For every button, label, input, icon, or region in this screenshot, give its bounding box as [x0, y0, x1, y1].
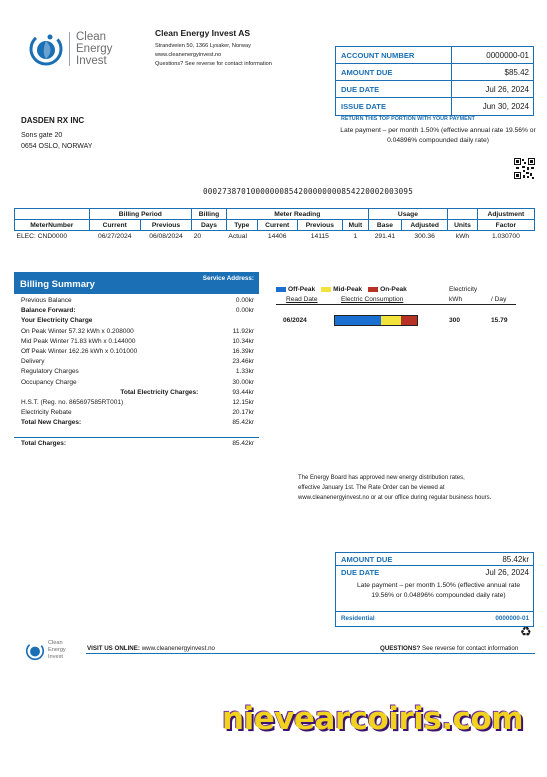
late-payment-note: Late payment – per month 1.50% (effective annual rate 19.56% or 0.04896% compounded daily rate) — [340, 127, 536, 144]
payment-scanline: 00027387010000000854200000000854220002003095 — [203, 187, 413, 196]
mid-peak-segment — [381, 316, 401, 325]
consumption-bar — [334, 315, 418, 326]
company-address: Strandveien 50, 1366 Lysaker, Norway — [155, 43, 251, 49]
footer-rule — [86, 653, 535, 654]
stub-late-payment-note: Late payment – per month 1.50% (effective annual rate 19.56% or 0.04896% compounded daily rate) — [336, 579, 533, 612]
list-item — [14, 317, 259, 327]
company-website[interactable]: www.cleanenergyinvest.no — [155, 52, 222, 58]
read-date-header: Read Date — [286, 296, 318, 303]
questions-text: See reverse for contact information — [421, 645, 519, 652]
item-value: 20.17kr — [232, 409, 254, 417]
item-label: Off Peak Winter 162.26 kWh x 0.101000 — [21, 347, 138, 355]
item-value: 0.00kr — [235, 307, 254, 315]
customer-name: DASDEN RX INC — [21, 116, 85, 125]
usage-kwh: 300 — [449, 317, 461, 324]
meter-group-header-row — [15, 209, 535, 220]
stub-service-type: Residential — [341, 615, 375, 622]
item-value: 12.15kr — [232, 398, 254, 406]
item-value: 23.46kr — [232, 358, 254, 366]
amount-due-label: AMOUNT DUE — [336, 64, 452, 80]
on-peak-swatch — [368, 287, 378, 292]
legend-label: Mid-Peak — [333, 286, 363, 293]
total-charges-label: Total Charges: — [21, 440, 67, 447]
billing-period-header: Billing Period — [89, 209, 192, 220]
watermark: nievearcoiris.com — [222, 701, 524, 737]
item-label: Delivery — [21, 358, 45, 366]
list-item — [14, 419, 259, 429]
stub-account-number: 0000000-01 — [495, 615, 529, 622]
item-label: Balance Forward: — [21, 307, 76, 315]
col-period-current: Current — [89, 220, 140, 231]
issue-date-row — [336, 98, 533, 115]
on-peak-segment — [401, 316, 417, 325]
col-factor: Factor — [477, 220, 534, 231]
meter-column-header-row — [15, 220, 535, 231]
amount-due-value: $85.42 — [504, 68, 529, 77]
cell-reading-previous: 14115 — [310, 232, 329, 240]
due-date-label: DUE DATE — [336, 81, 452, 97]
notice-line-2: effective January 1st. The Rate Order can be viewed at — [298, 485, 445, 491]
stub-footer — [336, 612, 533, 626]
logo-line-2: Energy — [76, 43, 113, 55]
customer-city: 0654 OSLO, NORWAY — [21, 143, 93, 150]
visit-online — [87, 645, 215, 652]
col-days: Days — [192, 220, 227, 231]
per-day-header: / Day — [491, 296, 507, 303]
due-date-row — [336, 81, 533, 98]
cell-factor: 1.030700 — [491, 232, 520, 240]
notice-line-1: The Energy Board has approved new energy distribution rates, — [298, 475, 465, 481]
qr-code-icon — [514, 158, 535, 179]
col-units: Units — [448, 220, 478, 231]
list-item — [14, 358, 259, 368]
stub-due-label: DUE DATE — [341, 568, 380, 577]
cell-base: 291.41 — [374, 232, 396, 240]
kwh-header: kWh — [449, 296, 463, 303]
item-label: On Peak Winter 57.32 kWh x 0.208000 — [21, 327, 134, 335]
footer-logo-line-3: Invest — [48, 654, 63, 660]
legend-on-peak — [368, 286, 407, 293]
col-mult: Mult — [343, 220, 369, 231]
customer-street: Sons gate 20 — [21, 132, 63, 139]
col-reading-previous: Previous — [297, 220, 342, 231]
item-label: Regulatory Charges — [21, 368, 79, 376]
item-label: Total New Charges: — [21, 419, 82, 427]
return-portion-note: RETURN THIS TOP PORTION WITH YOUR PAYMENT — [341, 116, 475, 122]
col-meter-number: MeterNumber — [15, 220, 90, 231]
table-row — [15, 231, 535, 242]
customer-address — [21, 116, 92, 152]
cell-mult: 1 — [353, 232, 358, 240]
item-value: 11.92kr — [232, 327, 254, 335]
logo-divider — [69, 32, 70, 66]
list-item — [14, 399, 259, 409]
cell-units: kWh — [455, 232, 470, 240]
footer-logo-icon — [23, 640, 47, 662]
total-charges-value: 85.42kr — [232, 440, 254, 447]
off-peak-swatch — [276, 287, 286, 292]
usage-legend — [276, 286, 413, 293]
logo-line-1: Clean — [76, 31, 107, 43]
stub-amount-label: AMOUNT DUE — [341, 555, 393, 564]
item-value: 16.39kr — [232, 347, 254, 355]
col-period-previous: Previous — [140, 220, 191, 231]
company-questions: Questions? See reverse for contact information — [155, 61, 272, 67]
list-item — [14, 348, 259, 358]
legend-label: Off-Peak — [288, 286, 316, 293]
payment-stub-box — [335, 552, 534, 627]
usage-header: Usage — [368, 209, 447, 220]
footer-logo-line-2: Energy — [48, 647, 66, 653]
account-summary-box — [335, 46, 534, 116]
visit-url[interactable]: www.cleanenergyinvest.no — [141, 645, 215, 652]
list-item — [14, 297, 259, 307]
col-type: Type — [226, 220, 257, 231]
due-date-value: Jul 26, 2024 — [485, 85, 529, 94]
recycle-icon: ♻ — [520, 624, 532, 639]
col-base: Base — [368, 220, 401, 231]
billing-summary-header — [14, 272, 259, 294]
stub-amount-value: 85.42kr — [502, 555, 529, 564]
logo-wordmark — [76, 31, 112, 67]
notice-line-3: www.cleanenergyinvest.no or at our office during regular business hours. — [298, 495, 492, 501]
list-item — [14, 389, 259, 399]
cell-period-previous: 06/08/2024 — [149, 232, 183, 240]
total-charges-row — [14, 440, 259, 447]
account-number-label: ACCOUNT NUMBER — [336, 47, 452, 63]
list-item — [14, 328, 259, 338]
item-label: H.S.T. (Reg. no. 865697585RT001) — [21, 398, 124, 406]
footer-logo-line-1: Clean — [48, 640, 63, 646]
item-label: Occupancy Charge — [21, 378, 77, 386]
item-value: 10.34kr — [232, 337, 254, 345]
questions-info — [380, 645, 518, 652]
legend-label: On-Peak — [380, 286, 407, 293]
account-number-row — [336, 47, 533, 64]
item-value: 0.00kr — [235, 297, 254, 304]
questions-label: QUESTIONS? — [380, 645, 421, 652]
col-adjusted: Adjusted — [402, 220, 448, 231]
account-number-value: 0000000-01 — [486, 51, 529, 60]
list-item — [14, 307, 259, 317]
company-info — [155, 28, 272, 69]
cell-period-current: 06/27/2024 — [97, 232, 132, 240]
mid-peak-swatch — [321, 287, 331, 292]
legend-mid-peak — [321, 286, 362, 293]
stub-due-row — [336, 566, 533, 579]
cell-reading-current: 14406 — [267, 232, 287, 240]
item-label: Electricity Rebate — [21, 409, 72, 417]
footer-logo-wordmark — [48, 640, 66, 661]
cell-days: 20 — [193, 232, 202, 240]
usage-per-day: 15.79 — [491, 317, 508, 324]
list-item — [14, 379, 259, 389]
company-logo — [26, 29, 66, 69]
stub-due-value: Jul 26, 2024 — [485, 568, 529, 577]
item-label: Total Electricity Charges: — [120, 388, 199, 396]
issue-date-value: Jun 30, 2024 — [482, 102, 529, 111]
col-reading-current: Current — [257, 220, 297, 231]
amount-due-row — [336, 64, 533, 81]
list-item — [14, 338, 259, 348]
logo-line-3: Invest — [76, 55, 107, 67]
service-address-label: Service Address: — [202, 275, 254, 282]
stub-amount-row — [336, 553, 533, 566]
item-label: Previous Balance — [21, 297, 72, 304]
meter-reading-table — [14, 208, 535, 242]
billing-summary-rows — [14, 297, 259, 429]
cell-adjusted: 300.36 — [414, 232, 435, 240]
consumption-header: Electric Consumption — [341, 296, 404, 303]
energy-board-notice — [298, 473, 491, 503]
electricity-header: Electricity — [449, 286, 478, 293]
visit-label: VISIT US ONLINE: — [87, 645, 140, 652]
usage-header-rule — [276, 304, 516, 305]
company-name: Clean Energy Invest AS — [155, 28, 251, 38]
billing-summary-divider — [14, 437, 259, 438]
legend-off-peak — [276, 286, 315, 293]
billing-header: Billing — [192, 209, 227, 220]
item-value: 1.33kr — [235, 368, 254, 376]
cell-meter-number: ELEC: CND0000 — [16, 232, 68, 240]
billing-summary-title: Billing Summary — [20, 279, 95, 290]
adjustment-header: Adjustment — [477, 209, 534, 220]
list-item — [14, 368, 259, 378]
cell-type: Actual — [228, 232, 247, 240]
issue-date-label: ISSUE DATE — [336, 98, 452, 115]
item-label: Your Electricity Charge — [21, 317, 93, 325]
item-value: 93.44kr — [232, 388, 254, 396]
usage-read-date: 06/2024 — [283, 317, 307, 324]
off-peak-segment — [335, 316, 381, 325]
item-value: 85.42kr — [232, 419, 254, 427]
item-value: 30.00kr — [232, 378, 254, 386]
item-label: Mid Peak Winter 71.83 kWh x 0.144000 — [21, 337, 136, 345]
list-item — [14, 409, 259, 419]
meter-reading-header: Meter Reading — [226, 209, 368, 220]
billing-summary — [14, 272, 259, 429]
